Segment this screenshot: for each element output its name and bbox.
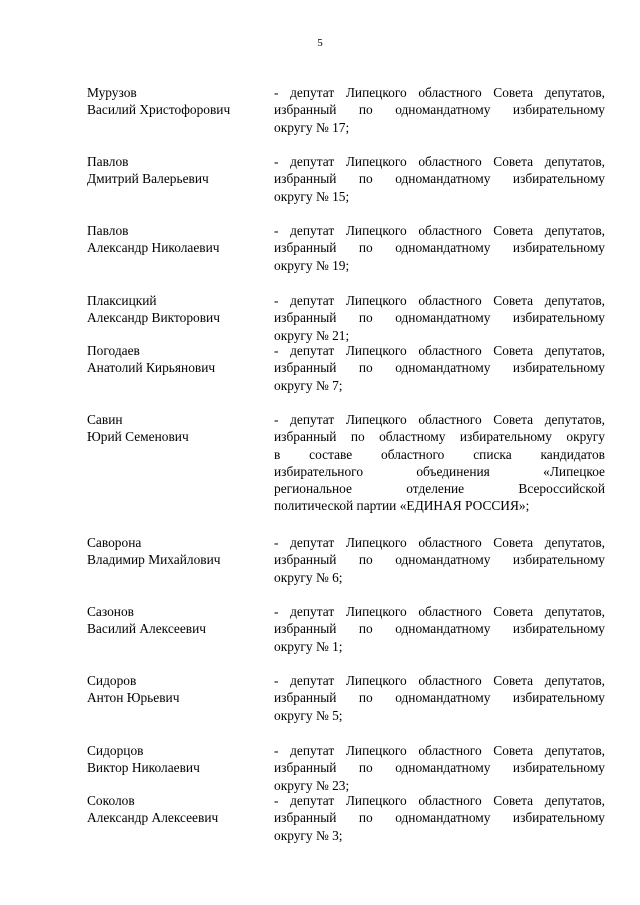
description-line: округу № 7;	[274, 377, 343, 393]
deputy-surname: Павлов	[87, 154, 129, 169]
deputy-name	[87, 742, 272, 777]
deputy-description	[274, 603, 605, 655]
description-line: в составе областного списка кандидатов	[274, 446, 605, 462]
deputy-description	[274, 342, 605, 394]
deputy-name	[87, 603, 272, 638]
description-line: - депутат Липецкого областного Совета депутатов,	[274, 343, 605, 358]
deputy-given-names: Александр Викторович	[87, 310, 220, 326]
deputy-surname: Погодаев	[87, 343, 140, 358]
deputy-surname: Савин	[87, 412, 123, 427]
deputy-description	[274, 672, 605, 724]
deputy-description	[274, 742, 605, 794]
description-line: округу № 17;	[274, 119, 350, 135]
deputy-name	[87, 342, 272, 377]
deputy-surname: Сидоров	[87, 673, 137, 688]
deputy-name	[87, 292, 272, 327]
deputy-description	[274, 222, 605, 274]
description-line: - депутат Липецкого областного Совета депутатов,	[274, 743, 605, 758]
description-line: округу № 23;	[274, 777, 350, 793]
description-line: избранный по одномандатному избирательному	[274, 171, 605, 187]
description-line: округу № 19;	[274, 257, 350, 273]
deputy-given-names: Антон Юрьевич	[87, 690, 180, 706]
deputy-given-names: Дмитрий Валерьевич	[87, 171, 209, 187]
description-line: - депутат Липецкого областного Совета депутатов,	[274, 673, 605, 688]
deputy-name	[87, 672, 272, 707]
deputy-surname: Плаксицкий	[87, 293, 157, 308]
deputy-description	[274, 792, 605, 844]
description-line: избранный по одномандатному избирательному	[274, 552, 605, 568]
description-line: округу № 5;	[274, 707, 343, 723]
description-line: - депутат Липецкого областного Совета депутатов,	[274, 535, 605, 550]
deputy-name	[87, 222, 272, 257]
description-line: округу № 6;	[274, 569, 343, 585]
deputy-given-names: Виктор Николаевич	[87, 760, 200, 776]
deputy-given-names: Анатолий Кирьянович	[87, 360, 216, 376]
deputy-description	[274, 534, 605, 586]
deputy-description	[274, 411, 605, 515]
description-line: - депутат Липецкого областного Совета депутатов,	[274, 223, 605, 238]
deputy-given-names: Василий Алексеевич	[87, 621, 207, 637]
description-line: избранный по одномандатному избирательному	[274, 360, 605, 376]
deputy-surname: Мурузов	[87, 85, 137, 100]
description-line: избранный по одномандатному избирательному	[274, 810, 605, 826]
deputy-description	[274, 84, 605, 136]
description-line: избирательного объединения «Липецкое	[274, 463, 605, 479]
description-line: - депутат Липецкого областного Совета депутатов,	[274, 793, 605, 808]
deputy-description	[274, 292, 605, 344]
deputy-description	[274, 153, 605, 205]
description-line: избранный по одномандатному избирательному	[274, 102, 605, 118]
deputy-given-names: Владимир Михайлович	[87, 552, 221, 568]
deputy-surname: Сазонов	[87, 604, 134, 619]
description-line: избранный по областному избирательному округу	[274, 429, 605, 445]
deputy-surname: Павлов	[87, 223, 129, 238]
deputy-given-names: Александр Алексеевич	[87, 810, 219, 826]
deputy-surname: Сидорцов	[87, 743, 144, 758]
deputy-surname: Соколов	[87, 793, 135, 808]
description-line: округу № 21;	[274, 327, 350, 343]
description-line: округу № 3;	[274, 827, 343, 843]
description-line: - депутат Липецкого областного Совета депутатов,	[274, 154, 605, 169]
description-line: - депутат Липецкого областного Совета депутатов,	[274, 412, 605, 427]
deputy-given-names: Юрий Семенович	[87, 429, 189, 445]
description-line: избранный по одномандатному избирательному	[274, 310, 605, 326]
description-line: избранный по одномандатному избирательному	[274, 760, 605, 776]
description-line: округу № 15;	[274, 188, 350, 204]
description-line: региональное отделение Всероссийской	[274, 481, 605, 497]
deputy-given-names: Александр Николаевич	[87, 240, 220, 256]
description-line: избранный по одномандатному избирательному	[274, 621, 605, 637]
description-line: избранный по одномандатному избирательному	[274, 690, 605, 706]
deputy-name	[87, 534, 272, 569]
description-line: - депутат Липецкого областного Совета депутатов,	[274, 85, 605, 100]
deputy-name	[87, 411, 272, 446]
description-line: - депутат Липецкого областного Совета депутатов,	[274, 604, 605, 619]
deputy-name	[87, 153, 272, 188]
deputy-name	[87, 792, 272, 827]
page-number: 5	[317, 37, 323, 49]
description-line: политической партии «ЕДИНАЯ РОССИЯ»;	[274, 498, 530, 514]
deputy-given-names: Василий Христофорович	[87, 102, 231, 118]
description-line: округу № 1;	[274, 638, 343, 654]
description-line: избранный по одномандатному избирательному	[274, 240, 605, 256]
deputy-name	[87, 84, 272, 119]
description-line: - депутат Липецкого областного Совета депутатов,	[274, 293, 605, 308]
deputy-surname: Саворона	[87, 535, 142, 550]
